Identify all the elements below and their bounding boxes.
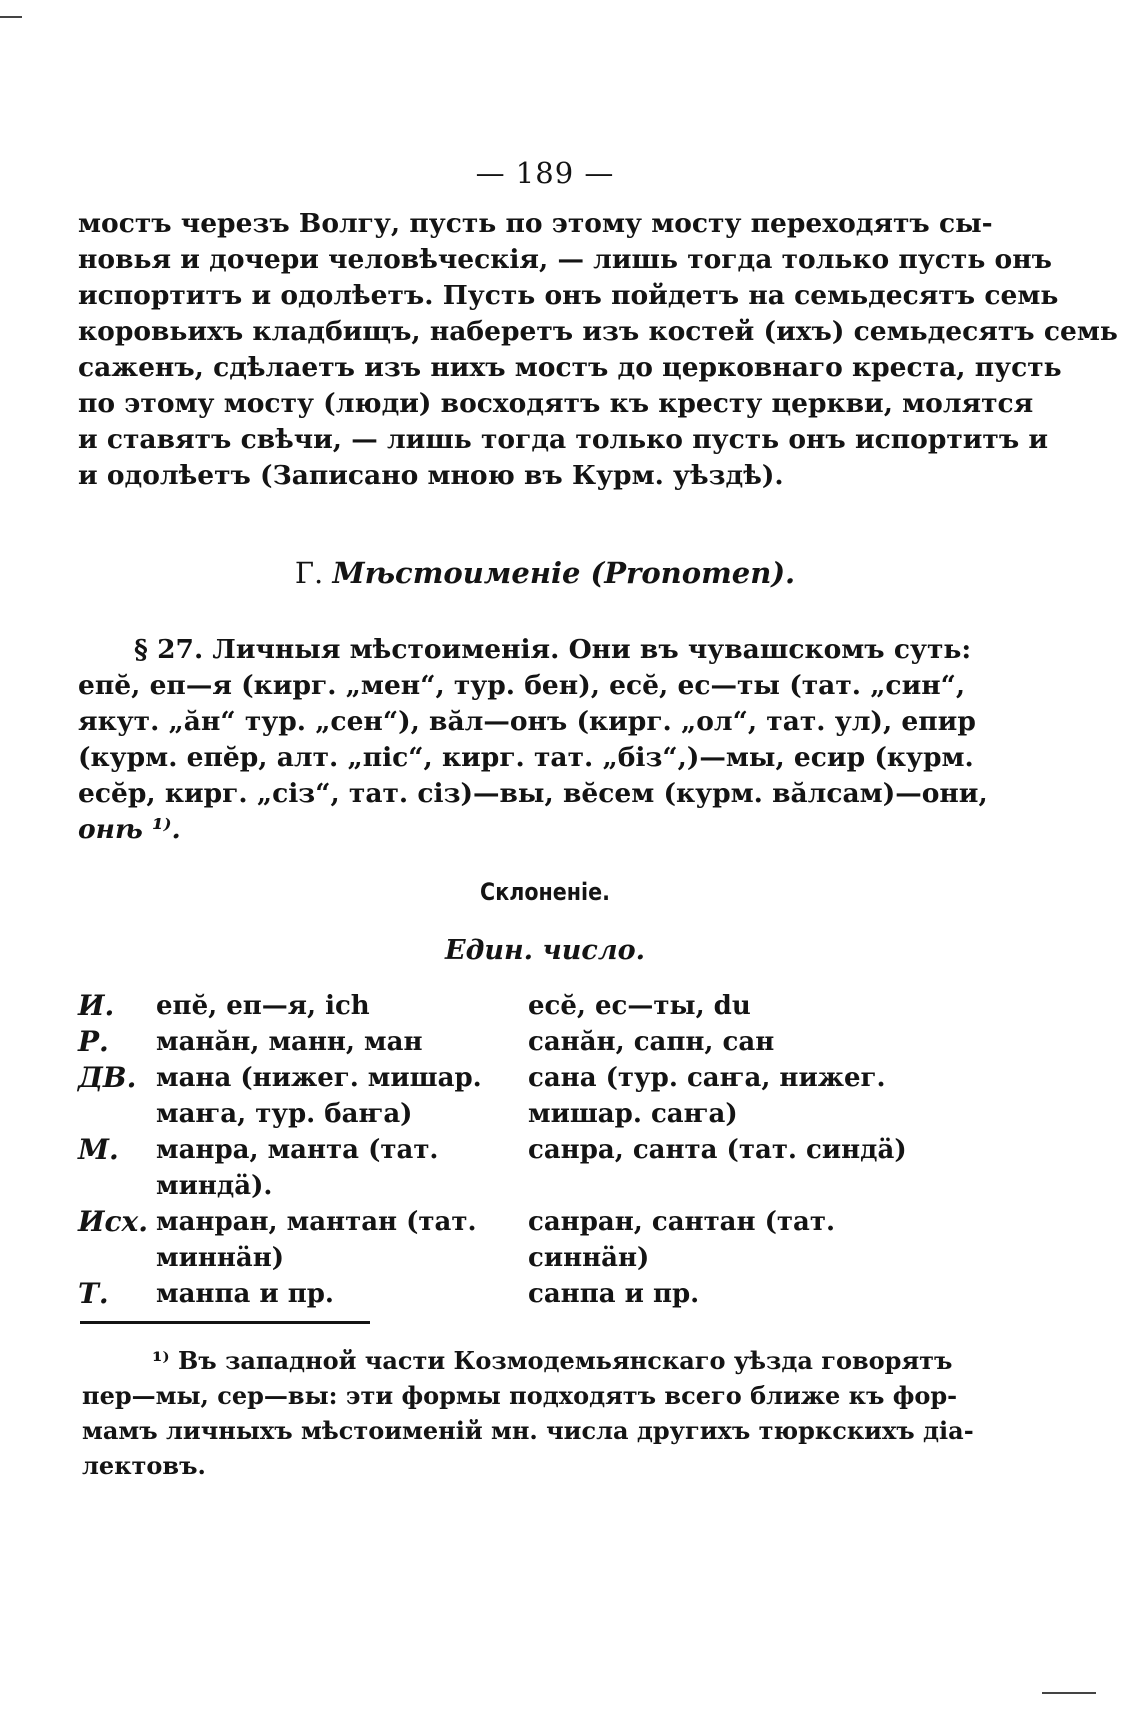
footnote-line: пер—мы, сер—вы: эти формы подходятъ всего ближе къ фор- bbox=[82, 1381, 958, 1410]
text-line: якут. „ӑн“ тур. „сен“), вӑл—онъ (кирг. „ол“, тат. ул), епир bbox=[78, 706, 976, 737]
case-label: Р. bbox=[78, 1025, 109, 1058]
second-person-cell: санра, санта (тат. синдӓ) bbox=[528, 1135, 907, 1165]
page-number: — 189 — bbox=[475, 156, 615, 190]
number-heading: Един. число. bbox=[444, 935, 645, 966]
footnote-line: мамъ личныхъ мѣстоименій мн. числа другихъ тюркскихъ діа- bbox=[82, 1416, 974, 1445]
table-row bbox=[78, 988, 908, 1024]
case-label: М. bbox=[78, 1133, 119, 1166]
first-person-cell: манра, манта (тат. миндӓ). bbox=[156, 1135, 439, 1201]
first-person-cell: манпа и пр. bbox=[156, 1279, 334, 1309]
first-person-cell: мана (нижег. мишар. маҥа, тур. баҥа) bbox=[156, 1063, 482, 1129]
page-corner-mark bbox=[1042, 1692, 1096, 1694]
footnote-line: ¹⁾ Въ западной части Козмодемьянскаго уѣзда говорятъ bbox=[152, 1346, 953, 1375]
section-title bbox=[0, 556, 1090, 590]
second-person-cell: сана (тур. саҥа, нижег. мишар. саҥа) bbox=[528, 1063, 886, 1129]
text-line: (курм. епĕр, алт. „піс“, кирг. тат. „біз“,)—мы, есир (курм. bbox=[78, 742, 974, 773]
first-person-cell: епĕ, еп—я, ich bbox=[156, 991, 370, 1021]
footnote bbox=[82, 1343, 974, 1483]
paragraph-continuation bbox=[78, 206, 1118, 494]
table-row bbox=[78, 1024, 908, 1060]
text-line: § 27. Личныя мѣстоименія. Они въ чувашскомъ суть: bbox=[134, 634, 972, 665]
first-person-cell: манран, мантан (тат. миннӓн) bbox=[156, 1207, 477, 1273]
text-line: и ставятъ свѣчи, — лишь тогда только пусть онъ испортитъ и bbox=[78, 424, 1049, 455]
text-line: есĕр, кирг. „сіз“, тат. сіз)—вы, вĕсем (курм. вӑлсам)—они, bbox=[78, 778, 988, 809]
table-row bbox=[78, 1276, 908, 1312]
table-row bbox=[78, 1132, 908, 1204]
text-line: и одолѣетъ (Записано мною въ Курм. уѣздѣ). bbox=[78, 460, 784, 491]
text-line: новья и дочери человѣческія, — лишь тогда только пусть онъ bbox=[78, 244, 1052, 275]
table-row bbox=[78, 1204, 908, 1276]
text-line: по этому мосту (люди) восходятъ къ кресту церкви, молятся bbox=[78, 388, 1034, 419]
footnote-divider bbox=[80, 1321, 370, 1324]
text-line: онѣ ¹⁾. bbox=[78, 814, 181, 845]
second-person-cell: санран, сантан (тат. синнӓн) bbox=[528, 1207, 836, 1273]
case-label: Т. bbox=[78, 1277, 109, 1310]
paragraph-27 bbox=[78, 632, 988, 848]
case-label: Исх. bbox=[78, 1205, 148, 1238]
section-name: Мѣстоименіе (Pronomen). bbox=[332, 556, 796, 590]
second-person-cell: санпа и пр. bbox=[528, 1279, 700, 1309]
text-line: мостъ черезъ Волгу, пусть по этому мосту переходятъ сы- bbox=[78, 208, 993, 239]
section-letter: Г. bbox=[294, 556, 324, 590]
text-line: коровьихъ кладбищъ, наберетъ изъ костей (ихъ) семьдесятъ семь bbox=[78, 316, 1118, 347]
case-label: ДВ. bbox=[78, 1061, 137, 1094]
declension-heading: Склоненіе. bbox=[480, 878, 610, 906]
footnote-line: лектовъ. bbox=[82, 1451, 206, 1480]
case-label: И. bbox=[78, 989, 115, 1022]
declension-table bbox=[78, 988, 908, 1312]
first-person-cell: манӑн, манн, ман bbox=[156, 1027, 423, 1057]
second-person-cell: санӑн, сапн, сан bbox=[528, 1027, 775, 1057]
page-edge-mark bbox=[0, 16, 22, 18]
table-row bbox=[78, 1060, 908, 1132]
text-line: испортитъ и одолѣетъ. Пусть онъ пойдетъ на семьдесятъ семь bbox=[78, 280, 1059, 311]
second-person-cell: есĕ, ес—ты, du bbox=[528, 991, 751, 1021]
text-line: саженъ, сдѣлаетъ изъ нихъ мостъ до церковнаго креста, пусть bbox=[78, 352, 1062, 383]
text-line: епĕ, еп—я (кирг. „мен“, тур. бен), есĕ, ес—ты (тат. „син“, bbox=[78, 670, 966, 701]
